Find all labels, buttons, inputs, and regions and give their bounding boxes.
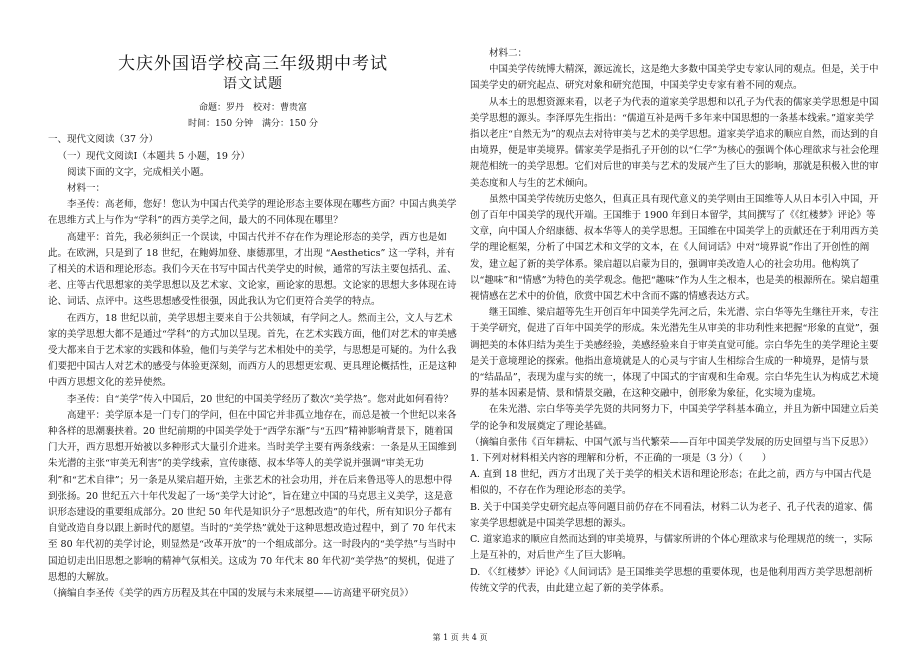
paragraph: 高建平：首先，我必须纠正一个误读，中国古代并不存在作为理论形态的美学，西方也是如此。在欧洲，只是到了 18 世纪，在鲍姆加登、康德那里，才出现 “Aesthetics” 这一学科，并有了相关的术语和理论形态。我们今天在书写中国古代美学史的时候，通常的写法主要包括孔、孟、老、庄等古代思想家的美学思想以及艺术家、文论家，画论家的思想。文论家的思想大多体现在诗论、词话、点评中。这些思想感受性很强，因此我认为它们更符合美学的特点。 bbox=[48, 231, 457, 308]
material-label: 材料一： bbox=[67, 183, 106, 195]
paragraph: 在西方，18 世纪以前，美学思想主要来自于公共领域，有学问之人。然而主公，文人与艺术家的美学思想大都不是通过“学科”的方式加以呈现。首先，在艺术实践方面，他们对艺术的审美感受大都来自于艺术家的实践和体验，他们与美学与艺术相处中的美学，与思想是可疑的。为什么我们要把中国古人对艺术的感受与体验更深刻，而西方人的思想更宏观、更具理论概括性，正是这种中西方思想文化的差异使然。 bbox=[48, 312, 457, 389]
material-label: 材料二： bbox=[489, 48, 528, 59]
section-heading: 一、现代文阅读（37 分） bbox=[48, 134, 159, 146]
subsection-heading: （一）现代文阅读Ⅰ（本题共 5 小题，19 分） bbox=[57, 150, 250, 162]
paragraph: 虽然中国美学传统历史悠久，但真正具有现代意义的美学则由王国维等人从日本引入中国，开创了百年中国美学的现代开端。王国维于 1900 年到日本留学，其间撰写了《《红楼梦》评论》等文章，向中国人介绍康德、叔本华等人的美学思想。王国维在中国美学上的贡献还在于利用西方美学的理论框架，分析了中国艺术和文学的文本，在《人间词话》中对“境界说”作出了开创性的阐发，建立起了新的美学体系。梁启超以启蒙为目的，强调审美改造人心的社会功用。他构筑了以“趣味”和“情感”为特色的美学观念。他把“趣味”作为人生之根本，也是美的根源所在。梁启超重视情感在艺术中的价值，欣赏中国艺术中含而不露的情感表达方式。 bbox=[470, 193, 880, 303]
instruction: 阅读下面的文字，完成相关小题。 bbox=[67, 166, 210, 178]
paragraph: 在朱光潜、宗白华等美学先贤的共同努力下，中国美学学科基本确立，并且为新中国建立后美学的论争和发展奠定了理论基础。 bbox=[470, 404, 879, 432]
paragraph: 中国美学传统博大精深，源远流长，这是绝大多数中国美学史专家认同的观点。但是，关于中国美学史的研究起点、研究对象和研究范围，中国美学史专家有着不同的观点。 bbox=[470, 64, 879, 92]
left-column bbox=[48, 0, 458, 602]
answer-option: C. 道家追求的顺应自然而达到的审美境界，与儒家所讲的个体心理欲求与伦理规范的统一，实际上是互补的，对后世产生了巨大影响。 bbox=[470, 534, 873, 562]
right-column bbox=[470, 46, 880, 597]
paragraph: 从本土的思想资源来看，以老子为代表的道家美学思想和以孔子为代表的儒家美学思想是中国美学思想的源头。李泽厚先生指出：“儒道互补是两千多年来中国思想的一条基本线索。”道家美学指以老庄“自然无为”的观点去对待审美与艺术的美学思想。道家美学追求的顺应自然，而达到的自由境界，便是审美境界。儒家美学是指孔子开创的以“仁学”为核心的强调个体心理欲求与社会伦理规范相统一的美学思想。它们对后世的审美与艺术的发展产生了巨大的影响，那就是积极入世的审美态度和人与生的艺术倾向。 bbox=[470, 96, 879, 189]
paragraph: 李圣传：高老师，您好！您认为中国古代美学的理论形态主要体现在哪些方面？中国古典美学在思维方式上与作为“学科”的西方美学之间，最大的不同体现在哪里？ bbox=[48, 199, 457, 227]
page-footer: 第 1 页 共 4 页 bbox=[432, 633, 488, 642]
answer-option: B. 关于中国美学史研究起点等问题目前仍存在不同看法，材料二认为老子、孔子代表的道家、儒家美学思想就是中国美学思想的源头。 bbox=[470, 501, 873, 529]
source-citation: （摘编自张伟《百年耕耘、中国气派与当代繁荣——百年中国美学发展的历史回望与当下反思》） bbox=[470, 436, 874, 448]
paragraph: 高建平：美学原本是一门专门的学问，但在中国它并非孤立地存在，而总是被一个世纪以来各种各样的思潮裹挟着。20 世纪前期的中国美学处于“西学东渐”与“五四”精神影响背景下，随着国门大开，西方思想开始被以多种形式大量引介进来。当时美学主要有两条线索：一条是从王国维到朱光潜的主张“审美无利害”的美学线索，宣传康德、叔本华等人的美学说并强调“审美无功利”和“艺术自律”；另一条是从梁启超开始，主张艺术的社会功用，并在后来鲁迅等人的思想中得到张扬。20 世纪五六十年代发起了一场“美学大讨论”，旨在建立中国的马克思主义美学，这是意识形态建设的重要组成部分。20 世纪 50 年代是知识分子“思想改造”的年代，所有知识分子都有自觉改造自身以跟上新时代的愿望。当时的“美学热”就处于这种思想改造过程中，到了 70 年代末至 80 年代初的美学讨论，则显然是“改革开放”的一个组成部分。这一时段内的“美学热”与当时中国迫切走出旧思想之影响的精神气氛相关。这成为 70 年代末 80 年代初“美学热”的契机，促进了思想的大解放。 bbox=[48, 409, 457, 583]
source-citation: （摘编自李圣传《美学的西方历程及其在中国的发展与未来展望——访高建平研究员》） bbox=[48, 588, 414, 600]
answer-option: D. 《〈红楼梦〉评论》《人间词话》是王国维美学思想的重要体现，也是他利用西方美学思想剖析传统文学的代表，由此建立起了新的美学体系。 bbox=[470, 566, 873, 594]
paragraph: 继王国维、梁启超等先生开创百年中国美学先河之后，朱光潜、宗白华等先生继往开来，专注于美学研究，促进了百年中国美学的形成。朱光潜先生从审美的非功利性来把握“形象的直觉”，强调把美的本体归结为美生于美感经验，美感经验来自于审美直觉可能。宗白华先生的美学理论主要是关于意境理论的探索。他指出意境就是人的心灵与宇宙人生相综合生成的一种境界，是情与景的“结晶品”，表现为虚与实的统一，体现了中国式的宇宙观和生命观。宗白华先生认为构成艺术境界的基本因素是情、景和情景交融，在这种交融中，创形象为象征，化实境为虚境。 bbox=[470, 307, 879, 400]
paragraph: 李圣传：自“美学”传入中国后，20 世纪的中国美学经历了数次“美学热”。您对此如何看待？ bbox=[67, 393, 454, 405]
answer-option: A. 直到 18 世纪，西方才出现了关于美学的相关术语和理论形态；在此之前，西方与中国古代是相似的，不存在作为理论形态的美学。 bbox=[470, 469, 872, 497]
exam-authors: 命题：罗丹 校对：曹贵富 bbox=[198, 103, 307, 114]
exam-subtitle: 语文试题 bbox=[223, 76, 283, 93]
exam-time-score: 时间：150 分钟 满分：150 分 bbox=[187, 119, 319, 130]
exam-title: 大庆外国语学校高三年级期中考试 bbox=[118, 54, 388, 74]
question-stem: 1. 下列对材料相关内容的理解和分析，不正确的一项是（3 分）（ ） bbox=[470, 453, 772, 465]
